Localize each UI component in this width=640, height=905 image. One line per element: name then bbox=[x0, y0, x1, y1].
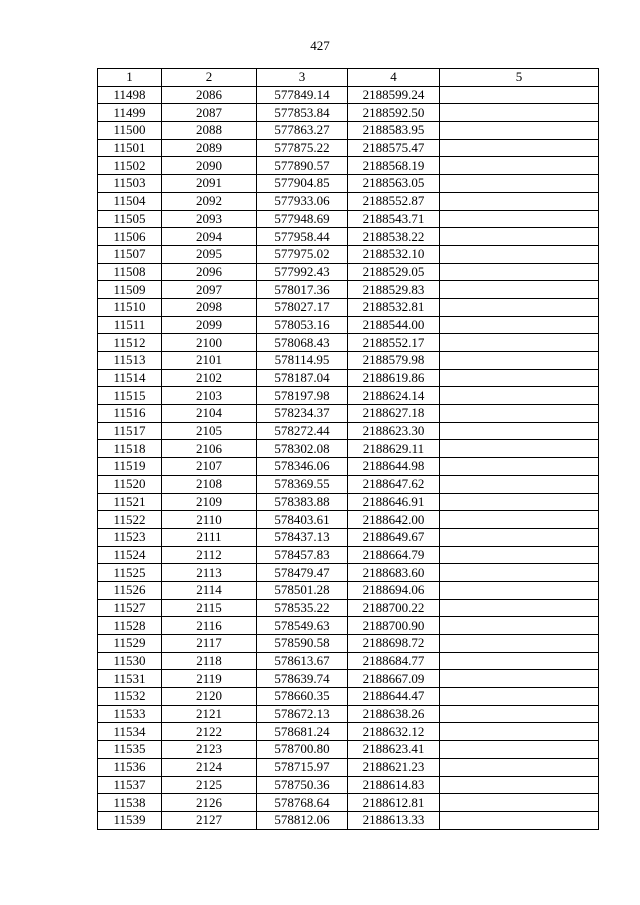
table-cell bbox=[440, 599, 599, 617]
table-cell: 2188683.60 bbox=[348, 564, 440, 582]
table-cell bbox=[440, 192, 599, 210]
table-cell: 2113 bbox=[162, 564, 257, 582]
table-cell bbox=[440, 405, 599, 423]
table-cell bbox=[440, 122, 599, 140]
table-cell bbox=[440, 458, 599, 476]
table-cell: 578549.63 bbox=[257, 617, 348, 635]
table-cell bbox=[440, 210, 599, 228]
table-cell bbox=[440, 139, 599, 157]
table-row bbox=[98, 245, 599, 263]
table-cell: 11499 bbox=[98, 104, 162, 122]
table-cell: 2095 bbox=[162, 245, 257, 263]
table-cell: 2188592.50 bbox=[348, 104, 440, 122]
table-cell: 2188664.79 bbox=[348, 546, 440, 564]
table-cell: 578017.36 bbox=[257, 281, 348, 299]
table-cell: 578672.13 bbox=[257, 705, 348, 723]
table-cell bbox=[440, 546, 599, 564]
table-cell: 2188613.33 bbox=[348, 811, 440, 829]
table-cell: 2188579.98 bbox=[348, 352, 440, 370]
table-row bbox=[98, 723, 599, 741]
table-cell: 11504 bbox=[98, 192, 162, 210]
table-cell: 11520 bbox=[98, 475, 162, 493]
table-row bbox=[98, 652, 599, 670]
table-row bbox=[98, 776, 599, 794]
table-cell: 2188614.83 bbox=[348, 776, 440, 794]
table-row bbox=[98, 688, 599, 706]
table-cell: 2101 bbox=[162, 352, 257, 370]
table-cell: 2117 bbox=[162, 635, 257, 653]
table-cell: 2103 bbox=[162, 387, 257, 405]
table-cell: 11508 bbox=[98, 263, 162, 281]
table-cell: 2188583.95 bbox=[348, 122, 440, 140]
table-row bbox=[98, 493, 599, 511]
table-cell: 11524 bbox=[98, 546, 162, 564]
table-cell bbox=[440, 104, 599, 122]
table-row bbox=[98, 334, 599, 352]
table-cell bbox=[440, 528, 599, 546]
table-cell: 578437.13 bbox=[257, 528, 348, 546]
table-cell: 578750.36 bbox=[257, 776, 348, 794]
table-cell bbox=[440, 688, 599, 706]
table-cell bbox=[440, 811, 599, 829]
table-cell bbox=[440, 440, 599, 458]
table-cell: 11510 bbox=[98, 298, 162, 316]
table-cell: 2118 bbox=[162, 652, 257, 670]
table-cell: 2188552.17 bbox=[348, 334, 440, 352]
table-cell: 11500 bbox=[98, 122, 162, 140]
table-row bbox=[98, 581, 599, 599]
table-cell bbox=[440, 617, 599, 635]
table-cell: 2188543.71 bbox=[348, 210, 440, 228]
table-cell bbox=[440, 316, 599, 334]
table-cell: 577975.02 bbox=[257, 245, 348, 263]
table-cell: 578535.22 bbox=[257, 599, 348, 617]
table-cell: 2188698.72 bbox=[348, 635, 440, 653]
table-cell: 2088 bbox=[162, 122, 257, 140]
table-cell: 11519 bbox=[98, 458, 162, 476]
table-cell: 2188623.30 bbox=[348, 422, 440, 440]
table-cell bbox=[440, 228, 599, 246]
table-row bbox=[98, 617, 599, 635]
coordinates-table bbox=[97, 68, 599, 830]
table-cell: 11538 bbox=[98, 794, 162, 812]
table-row bbox=[98, 758, 599, 776]
table-cell: 578715.97 bbox=[257, 758, 348, 776]
table-cell: 11503 bbox=[98, 175, 162, 193]
table-row bbox=[98, 564, 599, 582]
table-cell: 2106 bbox=[162, 440, 257, 458]
table-cell: 2092 bbox=[162, 192, 257, 210]
table-cell bbox=[440, 581, 599, 599]
table-cell: 2188700.90 bbox=[348, 617, 440, 635]
table-cell: 2100 bbox=[162, 334, 257, 352]
table-cell: 2096 bbox=[162, 263, 257, 281]
table-row bbox=[98, 440, 599, 458]
table-cell: 2119 bbox=[162, 670, 257, 688]
table-cell: 578403.61 bbox=[257, 511, 348, 529]
table-cell: 578114.95 bbox=[257, 352, 348, 370]
table-row bbox=[98, 316, 599, 334]
table-row bbox=[98, 546, 599, 564]
table-cell: 2109 bbox=[162, 493, 257, 511]
table-cell: 2098 bbox=[162, 298, 257, 316]
table-cell: 2188694.06 bbox=[348, 581, 440, 599]
table-cell: 11528 bbox=[98, 617, 162, 635]
table-cell: 2091 bbox=[162, 175, 257, 193]
table-header-row bbox=[98, 69, 599, 87]
table-cell: 2105 bbox=[162, 422, 257, 440]
table-row bbox=[98, 458, 599, 476]
table-cell: 11539 bbox=[98, 811, 162, 829]
table-cell bbox=[440, 723, 599, 741]
table-cell: 11535 bbox=[98, 741, 162, 759]
table-cell: 2188623.41 bbox=[348, 741, 440, 759]
table-cell: 2097 bbox=[162, 281, 257, 299]
column-header: 4 bbox=[348, 69, 440, 87]
table-cell: 11527 bbox=[98, 599, 162, 617]
table-cell: 2188638.26 bbox=[348, 705, 440, 723]
table-row bbox=[98, 528, 599, 546]
table-cell: 578639.74 bbox=[257, 670, 348, 688]
table-cell: 11533 bbox=[98, 705, 162, 723]
table-cell: 578302.08 bbox=[257, 440, 348, 458]
table-row bbox=[98, 369, 599, 387]
table-cell: 2188612.81 bbox=[348, 794, 440, 812]
table-cell: 2090 bbox=[162, 157, 257, 175]
table-row bbox=[98, 104, 599, 122]
table-cell: 2188532.10 bbox=[348, 245, 440, 263]
table-cell bbox=[440, 175, 599, 193]
table-cell bbox=[440, 794, 599, 812]
table-cell: 577875.22 bbox=[257, 139, 348, 157]
table-cell: 578027.17 bbox=[257, 298, 348, 316]
table-cell bbox=[440, 652, 599, 670]
table-row bbox=[98, 387, 599, 405]
table-cell: 2107 bbox=[162, 458, 257, 476]
table-cell: 11514 bbox=[98, 369, 162, 387]
column-header: 2 bbox=[162, 69, 257, 87]
table-cell: 578700.80 bbox=[257, 741, 348, 759]
table-cell: 11525 bbox=[98, 564, 162, 582]
table-cell: 578234.37 bbox=[257, 405, 348, 423]
table-row bbox=[98, 352, 599, 370]
table-cell bbox=[440, 352, 599, 370]
table-cell: 578681.24 bbox=[257, 723, 348, 741]
table-cell: 2123 bbox=[162, 741, 257, 759]
table-cell: 2122 bbox=[162, 723, 257, 741]
table-cell: 11507 bbox=[98, 245, 162, 263]
table-cell: 2120 bbox=[162, 688, 257, 706]
table-cell: 578346.06 bbox=[257, 458, 348, 476]
table-cell: 577958.44 bbox=[257, 228, 348, 246]
table-cell: 2188646.91 bbox=[348, 493, 440, 511]
table-cell: 11523 bbox=[98, 528, 162, 546]
table-cell: 11537 bbox=[98, 776, 162, 794]
table-cell: 2099 bbox=[162, 316, 257, 334]
table-row bbox=[98, 405, 599, 423]
table-row bbox=[98, 157, 599, 175]
table-cell: 11518 bbox=[98, 440, 162, 458]
table-cell: 11529 bbox=[98, 635, 162, 653]
table-cell: 578457.83 bbox=[257, 546, 348, 564]
table-cell: 577890.57 bbox=[257, 157, 348, 175]
table-cell: 578197.98 bbox=[257, 387, 348, 405]
table-cell: 2188644.47 bbox=[348, 688, 440, 706]
table-cell bbox=[440, 263, 599, 281]
table-cell: 2188647.62 bbox=[348, 475, 440, 493]
table-cell: 11511 bbox=[98, 316, 162, 334]
table-cell: 2188642.00 bbox=[348, 511, 440, 529]
table-cell: 2188700.22 bbox=[348, 599, 440, 617]
table-row bbox=[98, 175, 599, 193]
table-cell bbox=[440, 635, 599, 653]
table-cell: 2115 bbox=[162, 599, 257, 617]
table-cell: 11531 bbox=[98, 670, 162, 688]
page-number: 427 bbox=[310, 38, 330, 53]
table-cell: 577849.14 bbox=[257, 86, 348, 104]
table-cell: 2188544.00 bbox=[348, 316, 440, 334]
table-cell: 577904.85 bbox=[257, 175, 348, 193]
table-row bbox=[98, 192, 599, 210]
table-cell: 578590.58 bbox=[257, 635, 348, 653]
table-cell: 2108 bbox=[162, 475, 257, 493]
table-cell: 2094 bbox=[162, 228, 257, 246]
table-cell: 578187.04 bbox=[257, 369, 348, 387]
table-cell: 11498 bbox=[98, 86, 162, 104]
table-cell: 2112 bbox=[162, 546, 257, 564]
table-cell bbox=[440, 298, 599, 316]
table-cell: 2087 bbox=[162, 104, 257, 122]
table-row bbox=[98, 794, 599, 812]
table-row bbox=[98, 811, 599, 829]
table-cell bbox=[440, 564, 599, 582]
table-cell: 2104 bbox=[162, 405, 257, 423]
table-cell: 2126 bbox=[162, 794, 257, 812]
table-cell bbox=[440, 387, 599, 405]
table-cell bbox=[440, 493, 599, 511]
table-cell: 11522 bbox=[98, 511, 162, 529]
table-cell bbox=[440, 758, 599, 776]
table-row bbox=[98, 281, 599, 299]
table-cell: 578068.43 bbox=[257, 334, 348, 352]
table-cell: 2188538.22 bbox=[348, 228, 440, 246]
table-cell: 2121 bbox=[162, 705, 257, 723]
table-cell: 2188563.05 bbox=[348, 175, 440, 193]
table-cell: 2086 bbox=[162, 86, 257, 104]
table-cell bbox=[440, 776, 599, 794]
table-cell: 577853.84 bbox=[257, 104, 348, 122]
table-row bbox=[98, 86, 599, 104]
table-cell: 578369.55 bbox=[257, 475, 348, 493]
table-cell: 11532 bbox=[98, 688, 162, 706]
table-cell bbox=[440, 422, 599, 440]
table-cell: 577933.06 bbox=[257, 192, 348, 210]
table-cell: 578768.64 bbox=[257, 794, 348, 812]
table-cell: 2114 bbox=[162, 581, 257, 599]
table-cell: 11517 bbox=[98, 422, 162, 440]
table-cell: 2188532.81 bbox=[348, 298, 440, 316]
table-cell bbox=[440, 281, 599, 299]
table-row bbox=[98, 228, 599, 246]
table-cell bbox=[440, 511, 599, 529]
table-cell: 2188649.67 bbox=[348, 528, 440, 546]
table-cell: 11530 bbox=[98, 652, 162, 670]
table-cell: 578053.16 bbox=[257, 316, 348, 334]
table-row bbox=[98, 741, 599, 759]
table-cell: 11501 bbox=[98, 139, 162, 157]
table-row bbox=[98, 210, 599, 228]
table-cell: 11505 bbox=[98, 210, 162, 228]
table-cell bbox=[440, 157, 599, 175]
table-cell: 577863.27 bbox=[257, 122, 348, 140]
table-cell: 2124 bbox=[162, 758, 257, 776]
table-cell bbox=[440, 670, 599, 688]
table-cell: 2188575.47 bbox=[348, 139, 440, 157]
table-cell: 2102 bbox=[162, 369, 257, 387]
table-cell: 11502 bbox=[98, 157, 162, 175]
table-cell: 11515 bbox=[98, 387, 162, 405]
table-cell: 11534 bbox=[98, 723, 162, 741]
table-cell: 11512 bbox=[98, 334, 162, 352]
table-cell: 2188599.24 bbox=[348, 86, 440, 104]
table-cell: 578272.44 bbox=[257, 422, 348, 440]
table-cell: 2125 bbox=[162, 776, 257, 794]
table-cell: 2188627.18 bbox=[348, 405, 440, 423]
table-row bbox=[98, 599, 599, 617]
table-cell: 2093 bbox=[162, 210, 257, 228]
table-cell: 2188619.86 bbox=[348, 369, 440, 387]
table-row bbox=[98, 298, 599, 316]
table-row bbox=[98, 475, 599, 493]
column-header: 5 bbox=[440, 69, 599, 87]
table-cell: 11526 bbox=[98, 581, 162, 599]
table-cell: 577992.43 bbox=[257, 263, 348, 281]
table-cell: 2116 bbox=[162, 617, 257, 635]
column-header: 3 bbox=[257, 69, 348, 87]
table-cell: 11516 bbox=[98, 405, 162, 423]
table-cell: 2188629.11 bbox=[348, 440, 440, 458]
table-cell bbox=[440, 741, 599, 759]
table-cell: 577948.69 bbox=[257, 210, 348, 228]
table-cell: 2188621.23 bbox=[348, 758, 440, 776]
table-cell bbox=[440, 86, 599, 104]
table-cell: 2188632.12 bbox=[348, 723, 440, 741]
table-row bbox=[98, 263, 599, 281]
table-row bbox=[98, 635, 599, 653]
table-cell: 2188644.98 bbox=[348, 458, 440, 476]
table-cell: 2188684.77 bbox=[348, 652, 440, 670]
table-cell bbox=[440, 245, 599, 263]
table-cell: 2127 bbox=[162, 811, 257, 829]
table-row bbox=[98, 422, 599, 440]
table-cell: 578812.06 bbox=[257, 811, 348, 829]
column-header: 1 bbox=[98, 69, 162, 87]
table-cell bbox=[440, 334, 599, 352]
table-row bbox=[98, 511, 599, 529]
table-cell bbox=[440, 705, 599, 723]
table-cell: 2110 bbox=[162, 511, 257, 529]
table-cell bbox=[440, 475, 599, 493]
table-cell: 2188568.19 bbox=[348, 157, 440, 175]
table-cell: 2188667.09 bbox=[348, 670, 440, 688]
table-cell: 11521 bbox=[98, 493, 162, 511]
table-cell: 11513 bbox=[98, 352, 162, 370]
table-cell: 2089 bbox=[162, 139, 257, 157]
table-cell: 2188529.05 bbox=[348, 263, 440, 281]
table-row bbox=[98, 139, 599, 157]
table-cell: 578660.35 bbox=[257, 688, 348, 706]
table-cell: 2188529.83 bbox=[348, 281, 440, 299]
table-cell: 11536 bbox=[98, 758, 162, 776]
table-cell: 578479.47 bbox=[257, 564, 348, 582]
table-cell: 2188552.87 bbox=[348, 192, 440, 210]
table-row bbox=[98, 122, 599, 140]
table-cell bbox=[440, 369, 599, 387]
table-cell: 578383.88 bbox=[257, 493, 348, 511]
table-cell: 578613.67 bbox=[257, 652, 348, 670]
table-cell: 2111 bbox=[162, 528, 257, 546]
table-row bbox=[98, 670, 599, 688]
table-cell: 11509 bbox=[98, 281, 162, 299]
table-body bbox=[98, 86, 599, 829]
table-cell: 578501.28 bbox=[257, 581, 348, 599]
table-cell: 2188624.14 bbox=[348, 387, 440, 405]
table-row bbox=[98, 705, 599, 723]
table-cell: 11506 bbox=[98, 228, 162, 246]
